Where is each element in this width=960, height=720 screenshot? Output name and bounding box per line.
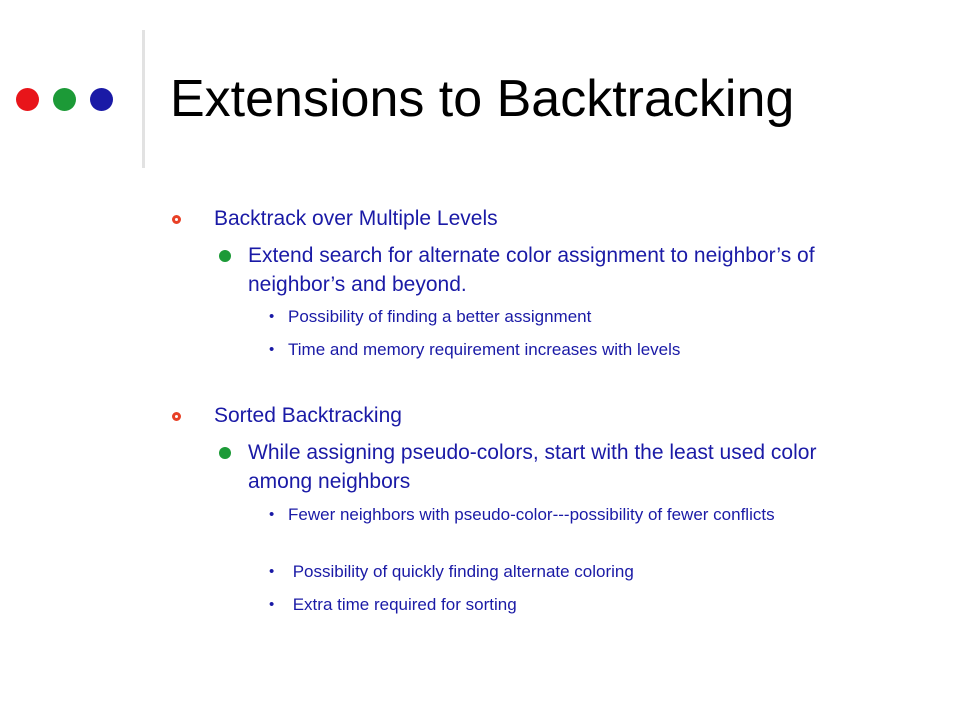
bullet-icon: • [269,341,275,358]
ring-bullet-icon [172,215,181,224]
title-divider [142,30,145,168]
section-detail: Extra time required for sorting [288,595,517,614]
bullet-icon: • [269,596,275,613]
bullet-icon: • [269,506,275,523]
section-heading: Sorted Backtracking [214,404,402,427]
green-bullet-icon [219,447,231,459]
section-point: Extend search for alternate color assignment to neighbor’s of neighbor’s and beyond. [248,244,815,296]
green-dot [53,88,76,111]
section-heading: Backtrack over Multiple Levels [214,207,498,230]
bullet-icon: • [269,563,275,580]
section-point: While assigning pseudo-colors, start with the least used color among neighbors [248,441,817,493]
red-dot [16,88,39,111]
ring-bullet-icon [172,412,181,421]
logo-dots [16,88,113,111]
section-detail: Possibility of finding a better assignment [288,307,592,326]
slide-title: Extensions to Backtracking [170,70,795,128]
section-detail: Possibility of quickly finding alternate coloring [288,562,634,581]
section-detail: Time and memory requirement increases with levels [288,340,681,359]
green-bullet-icon [219,250,231,262]
blue-dot [90,88,113,111]
section-detail: Fewer neighbors with pseudo-color---possibility of fewer conflicts [288,505,775,524]
bullet-icon: • [269,308,275,325]
